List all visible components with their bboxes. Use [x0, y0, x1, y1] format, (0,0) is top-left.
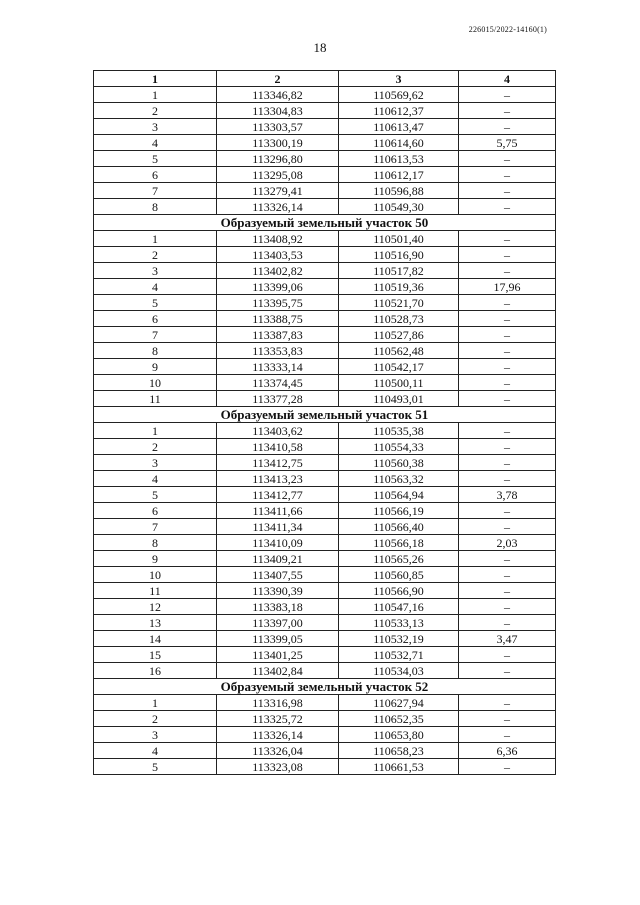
- y-coordinate-cell: 110652,35: [339, 711, 459, 727]
- point-number-cell: 1: [94, 695, 217, 711]
- point-number-cell: 4: [94, 471, 217, 487]
- table-row: [94, 439, 556, 455]
- accuracy-cell: –: [459, 567, 556, 583]
- accuracy-cell: –: [459, 231, 556, 247]
- y-coordinate-cell: 110612,37: [339, 103, 459, 119]
- point-number-cell: 9: [94, 551, 217, 567]
- accuracy-cell: –: [459, 119, 556, 135]
- y-coordinate-cell: 110566,90: [339, 583, 459, 599]
- point-number-cell: 2: [94, 103, 217, 119]
- accuracy-cell: –: [459, 519, 556, 535]
- accuracy-cell: –: [459, 727, 556, 743]
- accuracy-cell: 3,47: [459, 631, 556, 647]
- y-coordinate-cell: 110535,38: [339, 423, 459, 439]
- accuracy-cell: –: [459, 295, 556, 311]
- x-coordinate-cell: 113413,23: [217, 471, 339, 487]
- table-row: [94, 599, 556, 615]
- accuracy-cell: –: [459, 471, 556, 487]
- table-row: [94, 119, 556, 135]
- point-number-cell: 2: [94, 247, 217, 263]
- y-coordinate-cell: 110547,16: [339, 599, 459, 615]
- point-number-cell: 3: [94, 727, 217, 743]
- x-coordinate-cell: 113410,09: [217, 535, 339, 551]
- point-number-cell: 2: [94, 439, 217, 455]
- y-coordinate-cell: 110566,19: [339, 503, 459, 519]
- x-coordinate-cell: 113326,14: [217, 727, 339, 743]
- x-coordinate-cell: 113388,75: [217, 311, 339, 327]
- accuracy-cell: –: [459, 103, 556, 119]
- point-number-cell: 7: [94, 327, 217, 343]
- x-coordinate-cell: 113383,18: [217, 599, 339, 615]
- table-row: [94, 535, 556, 551]
- table-row: [94, 503, 556, 519]
- point-number-cell: 10: [94, 375, 217, 391]
- y-coordinate-cell: 110560,38: [339, 455, 459, 471]
- point-number-cell: 5: [94, 151, 217, 167]
- x-coordinate-cell: 113402,82: [217, 263, 339, 279]
- table-row: [94, 279, 556, 295]
- table-row: [94, 583, 556, 599]
- accuracy-cell: –: [459, 87, 556, 103]
- accuracy-cell: –: [459, 375, 556, 391]
- y-coordinate-cell: 110612,17: [339, 167, 459, 183]
- point-number-cell: 15: [94, 647, 217, 663]
- accuracy-cell: –: [459, 183, 556, 199]
- table-row: [94, 327, 556, 343]
- point-number-cell: 5: [94, 295, 217, 311]
- point-number-cell: 2: [94, 711, 217, 727]
- accuracy-cell: –: [459, 263, 556, 279]
- y-coordinate-cell: 110613,47: [339, 119, 459, 135]
- table-row: [94, 455, 556, 471]
- y-coordinate-cell: 110653,80: [339, 727, 459, 743]
- accuracy-cell: –: [459, 663, 556, 679]
- y-coordinate-cell: 110562,48: [339, 343, 459, 359]
- x-coordinate-cell: 113403,53: [217, 247, 339, 263]
- x-coordinate-cell: 113403,62: [217, 423, 339, 439]
- accuracy-cell: –: [459, 167, 556, 183]
- accuracy-cell: –: [459, 711, 556, 727]
- point-number-cell: 4: [94, 743, 217, 759]
- point-number-cell: 5: [94, 487, 217, 503]
- point-number-cell: 7: [94, 183, 217, 199]
- x-coordinate-cell: 113304,83: [217, 103, 339, 119]
- point-number-cell: 10: [94, 567, 217, 583]
- x-coordinate-cell: 113353,83: [217, 343, 339, 359]
- table-row: [94, 247, 556, 263]
- table-row: [94, 759, 556, 775]
- table-row: [94, 263, 556, 279]
- accuracy-cell: –: [459, 391, 556, 407]
- x-coordinate-cell: 113399,06: [217, 279, 339, 295]
- x-coordinate-cell: 113295,08: [217, 167, 339, 183]
- accuracy-cell: –: [459, 455, 556, 471]
- table-row: [94, 487, 556, 503]
- y-coordinate-cell: 110613,53: [339, 151, 459, 167]
- point-number-cell: 11: [94, 583, 217, 599]
- y-coordinate-cell: 110501,40: [339, 231, 459, 247]
- table-row: [94, 551, 556, 567]
- y-coordinate-cell: 110532,19: [339, 631, 459, 647]
- table-row: [94, 615, 556, 631]
- table-row: [94, 743, 556, 759]
- accuracy-cell: –: [459, 311, 556, 327]
- x-coordinate-cell: 113411,66: [217, 503, 339, 519]
- point-number-cell: 9: [94, 359, 217, 375]
- y-coordinate-cell: 110542,17: [339, 359, 459, 375]
- y-coordinate-cell: 110527,86: [339, 327, 459, 343]
- point-number-cell: 14: [94, 631, 217, 647]
- accuracy-cell: 3,78: [459, 487, 556, 503]
- x-coordinate-cell: 113323,08: [217, 759, 339, 775]
- document-registration-number: 226015/2022-14160(1): [468, 25, 547, 34]
- point-number-cell: 3: [94, 263, 217, 279]
- table-row: [94, 423, 556, 439]
- accuracy-cell: –: [459, 247, 556, 263]
- section-heading-row: [94, 215, 556, 231]
- header-cell-accuracy: 4: [459, 71, 556, 87]
- point-number-cell: 8: [94, 199, 217, 215]
- point-number-cell: 6: [94, 167, 217, 183]
- coordinates-table: [93, 70, 556, 775]
- x-coordinate-cell: 113411,34: [217, 519, 339, 535]
- y-coordinate-cell: 110596,88: [339, 183, 459, 199]
- point-number-cell: 6: [94, 503, 217, 519]
- table-row: [94, 567, 556, 583]
- y-coordinate-cell: 110521,70: [339, 295, 459, 311]
- y-coordinate-cell: 110549,30: [339, 199, 459, 215]
- x-coordinate-cell: 113377,28: [217, 391, 339, 407]
- table-row: [94, 727, 556, 743]
- table-row: [94, 695, 556, 711]
- accuracy-cell: –: [459, 199, 556, 215]
- y-coordinate-cell: 110533,13: [339, 615, 459, 631]
- y-coordinate-cell: 110614,60: [339, 135, 459, 151]
- x-coordinate-cell: 113333,14: [217, 359, 339, 375]
- y-coordinate-cell: 110534,03: [339, 663, 459, 679]
- section-heading-row: [94, 407, 556, 423]
- y-coordinate-cell: 110658,23: [339, 743, 459, 759]
- point-number-cell: 3: [94, 455, 217, 471]
- table-header-row: [94, 71, 556, 87]
- x-coordinate-cell: 113325,72: [217, 711, 339, 727]
- table-row: [94, 295, 556, 311]
- x-coordinate-cell: 113402,84: [217, 663, 339, 679]
- x-coordinate-cell: 113412,77: [217, 487, 339, 503]
- header-cell-y: 3: [339, 71, 459, 87]
- accuracy-cell: –: [459, 343, 556, 359]
- x-coordinate-cell: 113296,80: [217, 151, 339, 167]
- accuracy-cell: –: [459, 359, 556, 375]
- accuracy-cell: –: [459, 151, 556, 167]
- table-row: [94, 631, 556, 647]
- point-number-cell: 5: [94, 759, 217, 775]
- table-row: [94, 663, 556, 679]
- accuracy-cell: –: [459, 327, 556, 343]
- point-number-cell: 6: [94, 311, 217, 327]
- y-coordinate-cell: 110532,71: [339, 647, 459, 663]
- x-coordinate-cell: 113374,45: [217, 375, 339, 391]
- point-number-cell: 1: [94, 231, 217, 247]
- table-row: [94, 183, 556, 199]
- x-coordinate-cell: 113408,92: [217, 231, 339, 247]
- page-number: 18: [313, 40, 327, 55]
- table-row: [94, 391, 556, 407]
- accuracy-cell: –: [459, 647, 556, 663]
- y-coordinate-cell: 110493,01: [339, 391, 459, 407]
- table-row: [94, 519, 556, 535]
- point-number-cell: 11: [94, 391, 217, 407]
- header-cell-x: 2: [217, 71, 339, 87]
- y-coordinate-cell: 110565,26: [339, 551, 459, 567]
- x-coordinate-cell: 113407,55: [217, 567, 339, 583]
- table-row: [94, 711, 556, 727]
- y-coordinate-cell: 110519,36: [339, 279, 459, 295]
- x-coordinate-cell: 113395,75: [217, 295, 339, 311]
- point-number-cell: 12: [94, 599, 217, 615]
- accuracy-cell: –: [459, 551, 556, 567]
- y-coordinate-cell: 110516,90: [339, 247, 459, 263]
- table-row: [94, 359, 556, 375]
- point-number-cell: 3: [94, 119, 217, 135]
- table-row: [94, 135, 556, 151]
- section-heading: Образуемый земельный участок 52: [94, 679, 556, 695]
- x-coordinate-cell: 113316,98: [217, 695, 339, 711]
- x-coordinate-cell: 113401,25: [217, 647, 339, 663]
- x-coordinate-cell: 113397,00: [217, 615, 339, 631]
- point-number-cell: 13: [94, 615, 217, 631]
- accuracy-cell: –: [459, 439, 556, 455]
- table-row: [94, 231, 556, 247]
- accuracy-cell: 17,96: [459, 279, 556, 295]
- y-coordinate-cell: 110517,82: [339, 263, 459, 279]
- table-row: [94, 311, 556, 327]
- x-coordinate-cell: 113279,41: [217, 183, 339, 199]
- y-coordinate-cell: 110500,11: [339, 375, 459, 391]
- point-number-cell: 7: [94, 519, 217, 535]
- x-coordinate-cell: 113410,58: [217, 439, 339, 455]
- accuracy-cell: –: [459, 599, 556, 615]
- x-coordinate-cell: 113390,39: [217, 583, 339, 599]
- x-coordinate-cell: 113346,82: [217, 87, 339, 103]
- y-coordinate-cell: 110564,94: [339, 487, 459, 503]
- x-coordinate-cell: 113412,75: [217, 455, 339, 471]
- point-number-cell: 16: [94, 663, 217, 679]
- accuracy-cell: –: [459, 615, 556, 631]
- point-number-cell: 1: [94, 423, 217, 439]
- table-row: [94, 343, 556, 359]
- table-row: [94, 199, 556, 215]
- accuracy-cell: –: [459, 423, 556, 439]
- x-coordinate-cell: 113409,21: [217, 551, 339, 567]
- point-number-cell: 8: [94, 535, 217, 551]
- table-row: [94, 103, 556, 119]
- accuracy-cell: –: [459, 503, 556, 519]
- point-number-cell: 4: [94, 279, 217, 295]
- point-number-cell: 8: [94, 343, 217, 359]
- point-number-cell: 4: [94, 135, 217, 151]
- x-coordinate-cell: 113303,57: [217, 119, 339, 135]
- x-coordinate-cell: 113326,14: [217, 199, 339, 215]
- section-heading: Образуемый земельный участок 50: [94, 215, 556, 231]
- table-row: [94, 375, 556, 391]
- y-coordinate-cell: 110554,33: [339, 439, 459, 455]
- table-row: [94, 167, 556, 183]
- y-coordinate-cell: 110566,40: [339, 519, 459, 535]
- x-coordinate-cell: 113387,83: [217, 327, 339, 343]
- accuracy-cell: –: [459, 583, 556, 599]
- y-coordinate-cell: 110528,73: [339, 311, 459, 327]
- table-row: [94, 647, 556, 663]
- section-heading-row: [94, 679, 556, 695]
- section-heading: Образуемый земельный участок 51: [94, 407, 556, 423]
- y-coordinate-cell: 110560,85: [339, 567, 459, 583]
- table-row: [94, 87, 556, 103]
- y-coordinate-cell: 110661,53: [339, 759, 459, 775]
- table-row: [94, 151, 556, 167]
- accuracy-cell: 5,75: [459, 135, 556, 151]
- y-coordinate-cell: 110627,94: [339, 695, 459, 711]
- accuracy-cell: –: [459, 695, 556, 711]
- y-coordinate-cell: 110569,62: [339, 87, 459, 103]
- point-number-cell: 1: [94, 87, 217, 103]
- x-coordinate-cell: 113300,19: [217, 135, 339, 151]
- accuracy-cell: 2,03: [459, 535, 556, 551]
- table-row: [94, 471, 556, 487]
- table-body: [94, 71, 556, 775]
- accuracy-cell: –: [459, 759, 556, 775]
- y-coordinate-cell: 110563,32: [339, 471, 459, 487]
- header-cell-point-number: 1: [94, 71, 217, 87]
- x-coordinate-cell: 113399,05: [217, 631, 339, 647]
- accuracy-cell: 6,36: [459, 743, 556, 759]
- y-coordinate-cell: 110566,18: [339, 535, 459, 551]
- x-coordinate-cell: 113326,04: [217, 743, 339, 759]
